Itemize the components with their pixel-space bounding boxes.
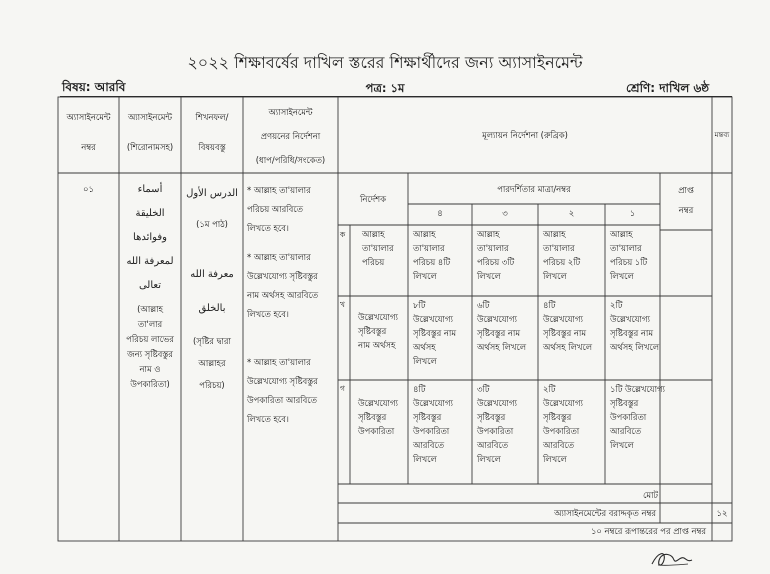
rubric-cell: আল্লাহ তা'য়ালার পরিচয় ১টি লিখলে bbox=[610, 229, 648, 281]
rubric-cell: ৮টি উল্লেখযোগ্য সৃষ্টিবস্তুর নাম অর্থসহ লিখলে bbox=[413, 300, 456, 366]
header-instructions: অ্যাসাইনমেন্ট প্রণয়নের নির্দেশনা (ধাপ/পরিধি/সংকেত) bbox=[255, 107, 326, 165]
allocated-value: ১২ bbox=[716, 508, 728, 518]
header-assignment-title: অ্যাসাইনমেন্ট (শিরোনামসহ) bbox=[126, 112, 174, 152]
rubric-indicator-header: নির্দেশক bbox=[360, 194, 386, 204]
rubric-indicator: আল্লাহ তা'য়ালার পরিচয় bbox=[362, 229, 394, 267]
rubric-cell: ২টি উল্লেখযোগ্য সৃষ্টিবস্তুর নাম অর্থসহ লিখলে bbox=[610, 300, 660, 352]
page-title: ২০২২ শিক্ষাবর্ষের দাখিল স্তরের শিক্ষার্থীদের জন্য অ্যাসাইনমেন্ট bbox=[187, 53, 583, 72]
total-label: মোট bbox=[642, 490, 658, 500]
class-label: শ্রেণি: দাখিল ৬ষ্ঠ bbox=[626, 81, 710, 95]
instruction-2: * আল্লাহ তা'য়ালার উল্লেখযোগ্য সৃষ্টিবস্তুর নাম অর্থসহ আরবিতে লিখতে হবে। bbox=[247, 252, 319, 319]
lesson-arabic: الدرس الأول bbox=[186, 188, 238, 199]
assignment-title-arabic: أسماء الخليقة وفوائدها لمعرفة الله تعالى bbox=[126, 184, 174, 291]
rubric-cell: আল্লাহ তা'য়ালার পরিচয় ২টি লিখলে bbox=[543, 229, 581, 281]
assignment-number: ০১ bbox=[83, 184, 94, 194]
level-label: ১ bbox=[629, 208, 636, 218]
rubric-cell: ২টি উল্লেখযোগ্য সৃষ্টিবস্তুর উপকারিতা আরবিতে লিখলে bbox=[543, 384, 583, 464]
instruction-1: * আল্লাহ তা'য়ালার পরিচয় আরবিতে লিখতে হবে। bbox=[247, 185, 311, 233]
rubric-cell: ৪টি উল্লেখযোগ্য সৃষ্টিবস্তুর নাম অর্থসহ লিখলে bbox=[543, 300, 593, 352]
allocated-label: অ্যাসাইনমেন্টের বরাদ্দকৃত নম্বর bbox=[554, 508, 656, 518]
rubric-cell: আল্লাহ তা'য়ালার পরিচয় ৪টি লিখলে bbox=[413, 229, 451, 281]
rubric-cell: ৩টি উল্লেখযোগ্য সৃষ্টিবস্তুর উপকারিতা আরবিতে লিখলে bbox=[477, 384, 517, 464]
paper-label: পত্র: ১ম bbox=[365, 81, 405, 95]
lesson-topic-arabic: معرفة الله بالخلق bbox=[190, 269, 234, 314]
level-label: ৪ bbox=[437, 208, 443, 218]
rubric-indicator: উল্লেখযোগ্য সৃষ্টিবস্তুর নাম অর্থসহ bbox=[358, 312, 398, 350]
rubric-cell: ৬টি উল্লেখযোগ্য সৃষ্টিবস্তুর নাম অর্থসহ লিখলে bbox=[477, 300, 527, 352]
rubric-row-key: ক bbox=[340, 230, 346, 239]
header-evaluation: মূল্যায়ন নির্দেশনা (রুব্রিক) bbox=[482, 130, 568, 140]
rubric-cell: ৪টি উল্লেখযোগ্য সৃষ্টিবস্তুর উপকারিতা আরবিতে লিখলে bbox=[413, 384, 453, 464]
assignment-title-bangla: (আল্লাহ তা'লার পরিচয় লাভের জন্য সৃষ্টিবস্তুর নাম ও উপকারিতা) bbox=[126, 304, 174, 389]
rubric-cell: আল্লাহ তা'য়ালার পরিচয় ৩টি লিখলে bbox=[477, 229, 515, 281]
rubric-proficiency-header: পারদর্শিতার মাত্রা/নম্বর bbox=[497, 184, 571, 194]
header-learning-outcome: শিখনফল/ বিষয়বস্তু bbox=[195, 112, 229, 152]
lesson-number: (১ম পাঠ) bbox=[196, 219, 228, 229]
instruction-3: * আল্লাহ তা'য়ালার উল্লেখযোগ্য সৃষ্টিবস্তুর উপকারিতা আরবিতে লিখতে হবে। bbox=[247, 357, 318, 424]
signature bbox=[648, 548, 694, 570]
lesson-topic-bangla: (সৃষ্টির দ্বারা আল্লাহর পরিচয়) bbox=[193, 336, 231, 390]
converted-label: ১০ নম্বরে রূপান্তরের পর প্রাপ্ত নম্বর bbox=[590, 526, 706, 536]
header-assignment-no: অ্যাসাইনমেন্ট নম্বর bbox=[66, 112, 111, 152]
rubric-indicator: উল্লেখযোগ্য সৃষ্টিবস্তুর উপকারিতা bbox=[358, 398, 398, 436]
header-remarks: মন্তব্য bbox=[714, 131, 730, 139]
subject-label: বিষয়: আরবি bbox=[62, 80, 126, 94]
level-label: ৩ bbox=[502, 208, 508, 218]
level-label: ২ bbox=[568, 208, 575, 218]
rubric-cell: ১টি উল্লেখযোগ্য সৃষ্টিবস্তুর উপকারিতা আরবিতে লিখলে bbox=[610, 384, 665, 450]
rubric-row-key: খ bbox=[340, 300, 345, 309]
rubric-row-key: গ bbox=[340, 384, 345, 393]
rubric-obtained-header: প্রাপ্ত নম্বর bbox=[678, 185, 694, 215]
